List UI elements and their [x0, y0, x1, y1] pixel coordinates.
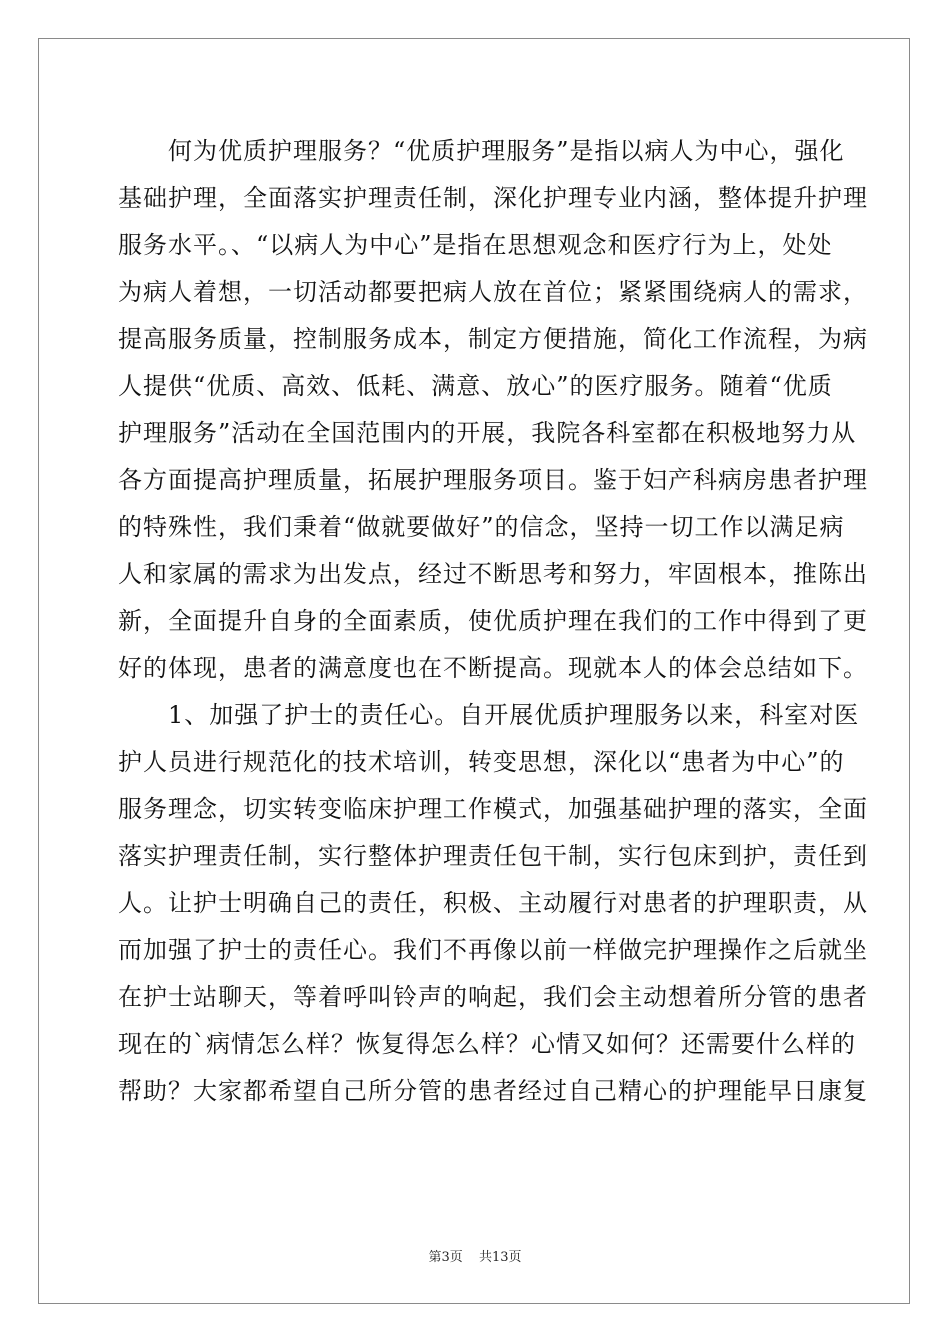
text-line: 提高服务质量，控制服务成本，制定方便措施，简化工作流程，为病 [118, 325, 868, 353]
text-line: 的特殊性，我们秉着“做就要做好”的信念，坚持一切工作以满足病 [118, 513, 845, 541]
text-line: 人提供“优质、高效、低耗、满意、放心”的医疗服务。随着“优质 [118, 372, 833, 400]
text-line: 好的体现，患者的满意度也在不断提高。现就本人的体会总结如下。 [118, 654, 868, 682]
text-line: 1、加强了护士的责任心。自开展优质护理服务以来，科室对医 [118, 701, 860, 729]
text-line: 为病人着想，一切活动都要把病人放在首位；紧紧围绕病人的需求， [118, 278, 868, 306]
text-line: 新，全面提升自身的全面素质，使优质护理在我们的工作中得到了更 [118, 607, 868, 635]
text-line: 护人员进行规范化的技术培训，转变思想，深化以“患者为中心”的 [118, 748, 845, 776]
paragraph-intro [118, 128, 868, 692]
text-line: 帮助？大家都希望自己所分管的患者经过自己精心的护理能早日康复 [118, 1077, 868, 1105]
page-footer [0, 1246, 950, 1265]
page-total: 共13页 [478, 1250, 522, 1265]
text-line: 何为优质护理服务？“优质护理服务”是指以病人为中心，强化 [118, 137, 845, 165]
text-line: 护理服务”活动在全国范围内的开展，我院各科室都在积极地努力从 [118, 419, 857, 447]
text-line: 在护士站聊天，等着呼叫铃声的响起，我们会主动想着所分管的患者 [118, 983, 868, 1011]
document-body [118, 128, 868, 1115]
text-line: 基础护理，全面落实护理责任制，深化护理专业内涵，整体提升护理 [118, 184, 868, 212]
paragraph-section-1 [118, 692, 868, 1115]
text-line: 各方面提高护理质量，拓展护理服务项目。鉴于妇产科病房患者护理 [118, 466, 868, 494]
text-line: 落实护理责任制，实行整体护理责任包干制，实行包床到护，责任到 [118, 842, 868, 870]
text-line: 人。让护士明确自己的责任，积极、主动履行对患者的护理职责，从 [118, 889, 868, 917]
text-line: 人和家属的需求为出发点，经过不断思考和努力，牢固根本，推陈出 [118, 560, 868, 588]
page-number: 第3页 [428, 1250, 463, 1265]
text-line: 服务理念，切实转变临床护理工作模式，加强基础护理的落实，全面 [118, 795, 868, 823]
text-line: 而加强了护士的责任心。我们不再像以前一样做完护理操作之后就坐 [118, 936, 868, 964]
text-line: 现在的`病情怎么样？恢复得怎么样？心情又如何？还需要什么样的 [118, 1030, 856, 1058]
text-line: 服务水平。、“以病人为中心”是指在思想观念和医疗行为上，处处 [118, 231, 833, 259]
